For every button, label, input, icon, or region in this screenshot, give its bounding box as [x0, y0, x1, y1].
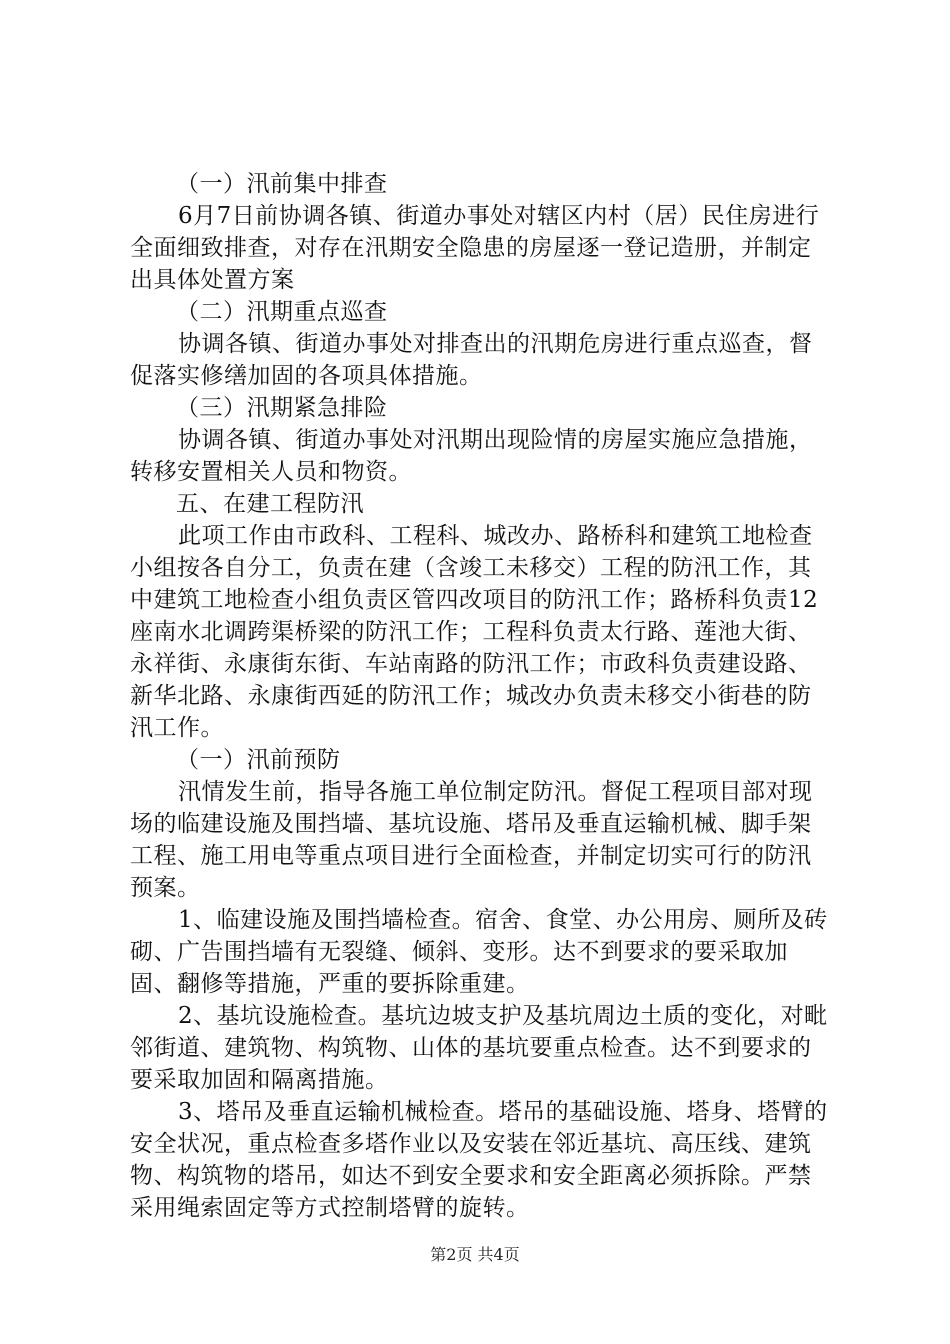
body-paragraph: 此项工作由市政科、工程科、城改办、路桥科和建筑工地检查小组按各自分工，负责在建（含竣工未移交）工程的防汛工作，其中建筑工地检查小组负责区管四改项目的防汛工作；路桥科负责12座南水北调跨渠桥梁的防汛工作；工程科负责太行路、莲池大街、永祥街、永康街东街、车站南路的防汛工作；市政科负责建设路、新华北路、永康街西延的防汛工作；城改办负责未移交小街巷的防汛工作。 [130, 523, 819, 741]
body-paragraph: 3、塔吊及垂直运输机械检查。塔吊的基础设施、塔身、塔臂的安全状况，重点检查多塔作业以及安装在邻近基坑、高压线、建筑物、构筑物的塔吊，如达不到安全要求和安全距离必须拆除。严禁采用绳索固定等方式控制塔臂的旋转。 [130, 1099, 828, 1221]
page-footer [0, 1245, 950, 1265]
section-heading: （三）汛期紧急排险 [176, 395, 388, 421]
page-number-label: 第2页 共4页 [430, 1245, 520, 1264]
body-paragraph: 2、基坑设施检查。基坑边坡支护及基坑周边土质的变化，对毗邻街道、建筑物、构筑物、山体的基坑要重点检查。达不到要求的要采取加固和隔离措施。 [130, 1003, 828, 1093]
body-paragraph: 协调各镇、街道办事处对排查出的汛期危房进行重点巡查，督促落实修缮加固的各项具体措施。 [130, 331, 813, 389]
body-paragraph: 协调各镇、街道办事处对汛期出现险情的房屋实施应急措施，转移安置相关人员和物资。 [130, 427, 813, 485]
section-heading: （二）汛期重点巡查 [176, 299, 388, 325]
body-paragraph: 汛情发生前，指导各施工单位制定防汛。督促工程项目部对现场的临建设施及围挡墙、基坑设施、塔吊及垂直运输机械、脚手架工程、施工用电等重点项目进行全面检查，并制定切实可行的防汛预案。 [130, 779, 813, 901]
document-body [130, 168, 830, 1224]
section-heading: （一）汛前预防 [176, 747, 341, 773]
body-paragraph: 1、临建设施及围挡墙检查。宿舍、食堂、办公用房、厕所及砖砌、广告围挡墙有无裂缝、倾斜、变形。达不到要求的要采取加固、翻修等措施，严重的要拆除重建。 [130, 907, 828, 997]
section-heading: （一）汛前集中排查 [176, 171, 388, 197]
section-heading: 五、在建工程防汛 [176, 491, 364, 517]
body-paragraph: 6月7日前协调各镇、街道办事处对辖区内村（居）民住房进行全面细致排查，对存在汛期安全隐患的房屋逐一登记造册，并制定出具体处置方案 [130, 203, 820, 293]
